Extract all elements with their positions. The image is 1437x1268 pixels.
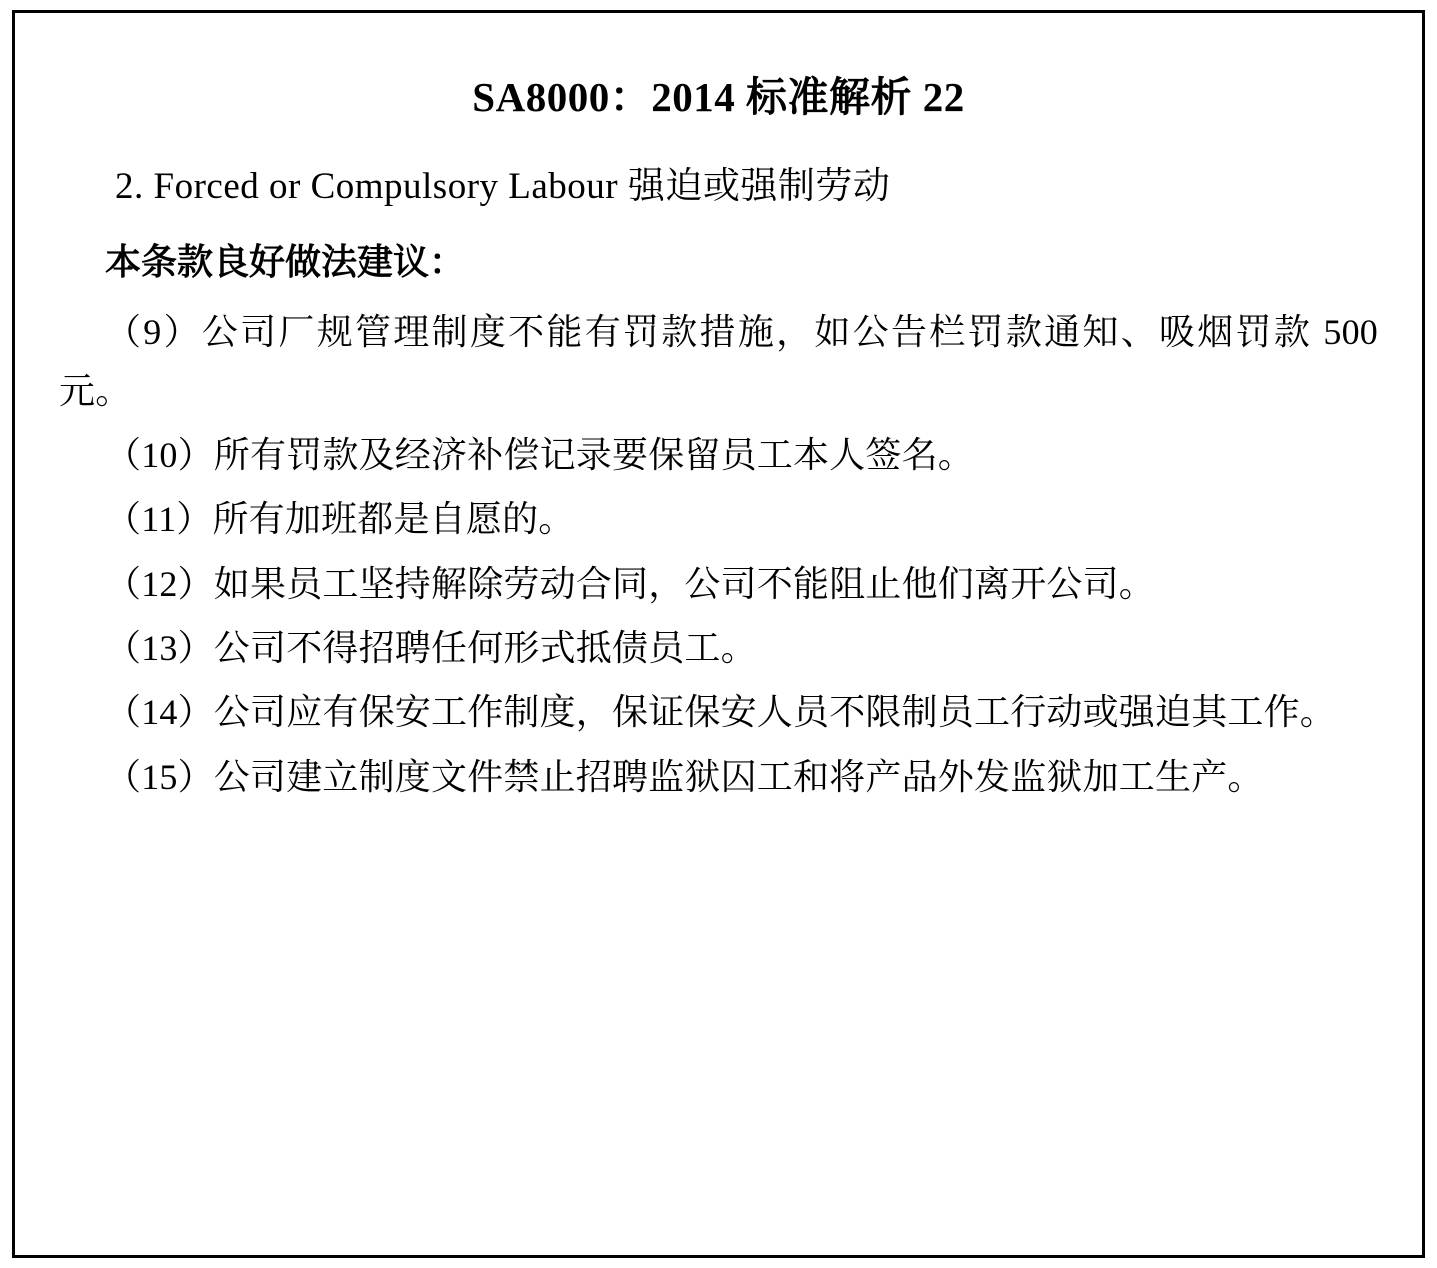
body-paragraph-12: （12）如果员工坚持解除劳动合同，公司不能阻止他们离开公司。 [105,563,1156,604]
page-border-frame [12,10,1425,1258]
body-paragraph-13: （13）公司不得招聘任何形式抵债员工。 [105,628,757,668]
body-paragraph-14: （14）公司应有保安工作制度，保证保安人员不限制员工行动或强迫其工作。 [105,692,1337,733]
body-paragraph-10: （10）所有罚款及经济补偿记录要保留员工本人签名。 [105,435,975,476]
section-heading: 2. Forced or Compulsory Labour 强迫或强制劳动 [115,166,891,208]
page-title: SA8000：2014 标准解析 22 [472,74,965,120]
body-paragraph-9: （9）公司厂规管理制度不能有罚款措施，如公告栏罚款通知、吸烟罚款 500 元。 [59,312,1378,411]
body-paragraph-15: （15）公司建立制度文件禁止招聘监狱囚工和将产品外发监狱加工生产。 [105,756,1264,797]
body-paragraph-11: （11）所有加班都是自愿的。 [105,499,575,540]
sub-heading: 本条款良好做法建议： [105,242,466,283]
